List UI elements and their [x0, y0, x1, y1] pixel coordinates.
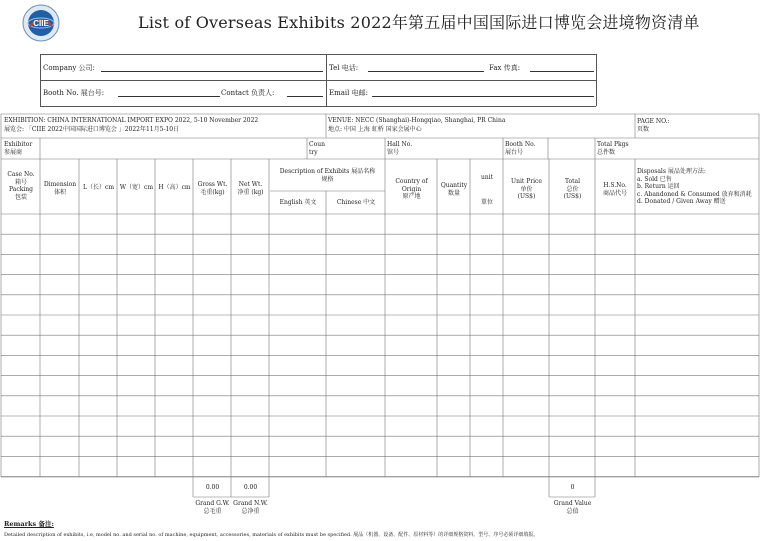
ciie-logo	[22, 4, 60, 42]
grand-value-label: Grand Value 总值	[553, 500, 592, 515]
exhibition-line2: 展览会: 「CIIE 2022中国国际进口博览会 」2022年11月5-10日	[4, 126, 180, 133]
col-dimension: Dimension 体积	[43, 181, 77, 196]
col-gross: Gross Wt. 毛重(kg)	[197, 181, 228, 196]
country-label: Coun	[309, 141, 325, 148]
email-label: Email 电邮:	[329, 89, 368, 97]
col-width: W（宽）cm	[119, 184, 154, 191]
col-quantity: Quantity 数量	[440, 182, 468, 197]
page-title: List of Overseas Exhibits 2022年第五届中国国际进口博览会进境物资清单	[138, 13, 700, 32]
col-case: Case No. 箱号 Packing 包装	[7, 171, 35, 201]
col-length: L（长）cm	[82, 184, 115, 191]
grand-gw-label: Grand G.W. 总毛重	[195, 500, 230, 515]
remarks-text: Detailed description of exhibits, i.e, model no. and serial no. of machine, equipment, accessories, materials of exhibits must be specified. 展品（机器、设备、配件、原材料等）的详细规格资料、型号、序号必须详细填报。	[4, 532, 539, 538]
venue-line2: 地点: 中国 上海 虹桥 国家会展中心	[328, 126, 422, 133]
fax-field[interactable]	[530, 71, 594, 72]
venue-line1: VENUE: NECC (Shanghai)-Hongqiao, Shanghai, PR China	[328, 117, 506, 124]
col-hs: H.S.No. 商品代号	[602, 182, 627, 197]
fax-label: Fax 传真:	[489, 64, 521, 72]
col-total: Total 总价 (US$)	[563, 178, 582, 200]
hall-label-cn: 馆号	[387, 149, 400, 156]
contact-label: Contact 负责人:	[221, 89, 275, 97]
exhibition-line1: EXHIBITION: CHINA INTERNATIONAL IMPORT EXPO 2022, 5-10 November 2022	[4, 117, 259, 124]
col-unit: unit	[480, 174, 494, 181]
page-no-label-cn: 页数	[637, 126, 650, 133]
col-net: Net Wt. 净重 (kg)	[237, 181, 264, 196]
hall-label: Hall No.	[387, 141, 413, 148]
tel-field[interactable]	[368, 71, 484, 72]
country-label-2: try	[309, 149, 318, 156]
pkgs-label: Total Pkgs	[597, 141, 629, 148]
remarks-label: Remarks 备注:	[4, 520, 54, 528]
pkgs-label-cn: 总件数	[597, 149, 616, 156]
email-field[interactable]	[372, 96, 594, 97]
col-disposals: Disposals 展品处理方法: a. Sold 已售 b. Return 运回 c. Abandoned & Consumed 放弃和消耗 d. Donated / Given Away 赠送	[637, 168, 752, 205]
company-field[interactable]	[101, 71, 323, 72]
col-unit-price: Unit Price 单价 (US$)	[511, 178, 542, 200]
tel-label: Tel 电话:	[329, 64, 359, 72]
meta-booth-label-cn: 展台号	[505, 149, 524, 156]
booth-field[interactable]	[118, 96, 220, 97]
col-english: English 英文	[279, 199, 317, 206]
exhibitor-label-cn: 参展商	[4, 149, 23, 156]
col-chinese: Chinese 中文	[336, 199, 376, 206]
grand-gw-value: 0.00	[205, 484, 220, 491]
page-no-label: PAGE NO.:	[637, 118, 670, 125]
col-height: H（高）cm	[158, 184, 191, 191]
booth-label: Booth No. 展台号:	[43, 89, 105, 97]
meta-booth-label: Booth No.	[505, 141, 536, 148]
grand-nw-value: 0.00	[243, 484, 258, 491]
grand-value: 0	[570, 484, 575, 491]
svg-text:CIIE: CIIE	[33, 19, 49, 28]
exhibitor-label: Exhibitor	[4, 141, 33, 148]
company-label: Company 公司:	[43, 64, 95, 72]
grand-nw-label: Grand N.W. 总净重	[233, 500, 268, 515]
col-unit-cn: 單位	[480, 199, 493, 206]
contact-field[interactable]	[287, 96, 323, 97]
col-origin: Country of Origin 原产地	[395, 178, 428, 200]
col-description: Description of Exhibits 展品名称 规格	[279, 168, 376, 183]
